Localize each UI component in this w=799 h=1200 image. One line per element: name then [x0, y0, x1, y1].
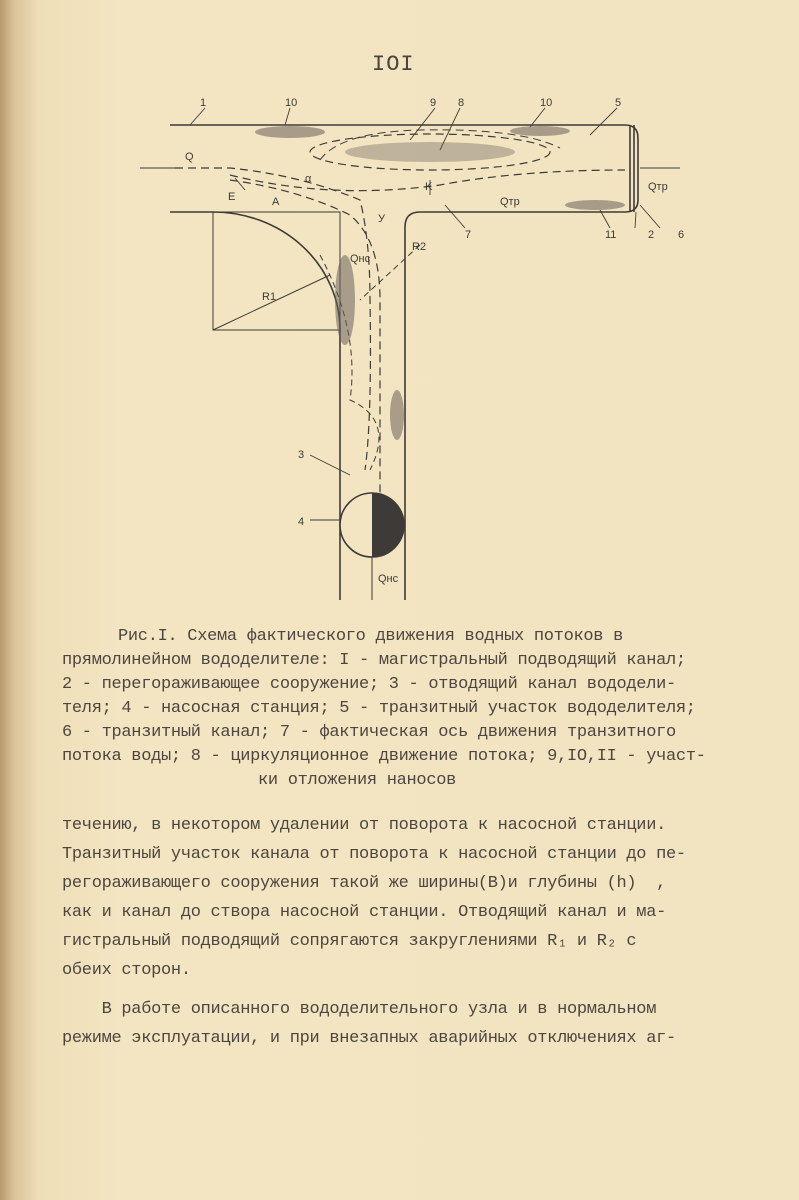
sediment-zone-10b — [510, 126, 570, 136]
label-10b: 10 — [540, 97, 553, 109]
label-10: 10 — [285, 97, 298, 109]
caption-line: теля; 4 - насосная станция; 5 - транзитный участок вододелителя; — [62, 699, 696, 718]
body-line: регораживающего сооружения такой же ширины(В)и глубины (h) , — [62, 874, 667, 893]
caption-line: прямолинейном вододелителе: I - магистральный подводящий канал; — [62, 651, 686, 670]
sediment-zone-10a — [255, 126, 325, 138]
label-q-tr: Qтр — [500, 196, 520, 208]
label-q-tr-out: Qтр — [648, 181, 668, 193]
label-q-in: Q — [185, 151, 194, 163]
label-q-nc-out: Qнс — [378, 573, 399, 585]
label-4: 4 — [298, 516, 305, 528]
label-e: E — [228, 191, 236, 203]
label-9: 9 — [430, 97, 437, 109]
label-y: У — [378, 213, 385, 225]
label-11: 11 — [605, 229, 617, 241]
body-line: течению, в некотором удалении от поворота к насосной станции. — [62, 816, 667, 835]
label-7: 7 — [465, 229, 472, 241]
sediment-zone-9 — [345, 142, 515, 162]
quarter-box — [213, 212, 340, 330]
caption-line: 6 - транзитный канал; 7 - фактическая ось движения транзитного — [62, 723, 676, 742]
caption-line: 2 - перегораживающее сооружение; 3 - отводящий канал вододели- — [62, 675, 676, 694]
label-r1: R1 — [262, 291, 277, 303]
label-q-nc: Qнс — [350, 253, 371, 265]
body-line: обеих сторон. — [62, 961, 191, 980]
label-5: 5 — [615, 97, 622, 109]
body-line: В работе описанного вододелительного узла и в нормальном — [62, 1000, 657, 1019]
pump-station-icon — [340, 493, 404, 557]
label-a: A — [272, 196, 280, 208]
label-8: 8 — [458, 97, 465, 109]
label-r2: R2 — [412, 241, 427, 253]
caption-line: ки отложения наносов — [258, 771, 457, 790]
body-line: как и канал до створа насосной станции. Отводящий канал и ма- — [62, 903, 667, 922]
body-line: Транзитный участок канала от поворота к насосной станции до пе- — [62, 845, 686, 864]
label-3: 3 — [298, 449, 305, 461]
page-number: IOI — [372, 52, 415, 77]
body-line: гистральный подводящий сопрягаются закруглениями R₁ и R₂ с — [62, 932, 637, 951]
sediment-zone-11 — [565, 200, 625, 210]
label-k: K — [425, 181, 433, 193]
canal-bottom-left-wall — [170, 212, 340, 600]
label-2: 2 — [648, 229, 655, 241]
label-1: 1 — [200, 97, 207, 109]
caption-line: потока воды; 8 - циркуляционное движение потока; 9,IO,II - участ- — [62, 747, 706, 766]
body-line: режиме эксплуатации, и при внезапных аварийных отключениях аг- — [62, 1029, 676, 1048]
label-alpha: α — [305, 173, 312, 185]
caption-line: Рис.I. Схема фактического движения водных потоков в — [118, 627, 623, 646]
label-6: 6 — [678, 229, 685, 241]
